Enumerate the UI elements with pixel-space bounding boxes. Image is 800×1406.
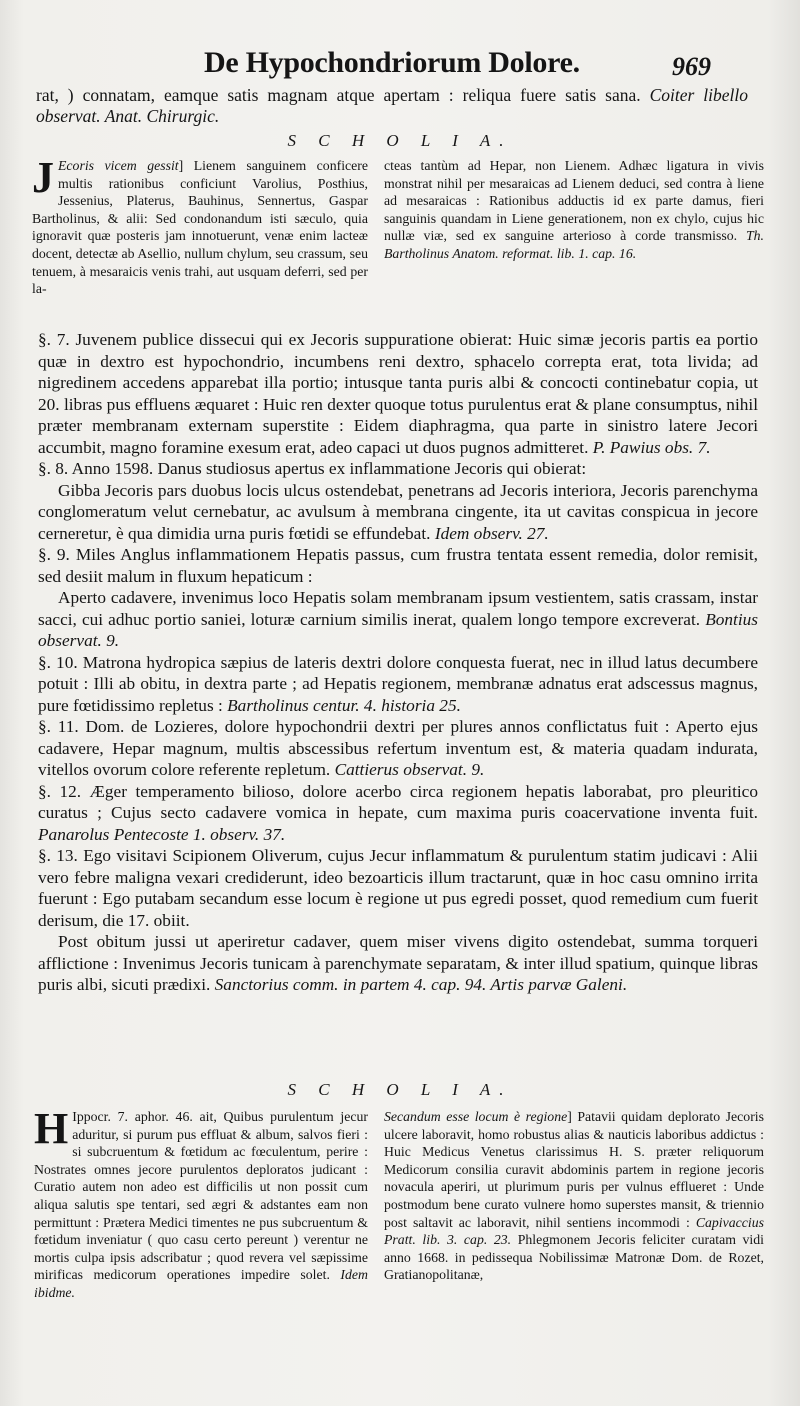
observation-citation: Bontius observat. 9.: [38, 609, 758, 650]
observation-text: §. 12. Æger temperamento bilioso, dolore acerbo circa regionem hepatis laborabat, pro pleuritico curatus ; Cujus secto cadavere vomica in hepate, cum maxima puris coacervatione inventa fuit.: [38, 781, 758, 822]
observation-citation: Bartholinus centur. 4. historia 25.: [227, 695, 461, 715]
scholia-2-right-citation: Capivaccius Pratt. lib. 3. cap. 23.: [384, 1214, 765, 1248]
observation-paragraph: [38, 480, 758, 545]
observation-text: Gibba Jecoris pars duobus locis ulcus ostendebat, penetrans ad Jecoris interiora, Jecoris parenchyma conglomeratum velut cernebatur, ac avulsum à membrana cingente, ita ut cavitas conspicua in jecore cerneretur, è qua dimidia urna puris fœtidi se effundebat.: [38, 480, 758, 543]
scholia-heading-1: S C H O L I A.: [287, 131, 513, 150]
observation-paragraph: [38, 781, 758, 846]
observation-text: §. 9. Miles Anglus inflammationem Hepatis passus, cum frustra tentata essent remedia, dolor remisit, sed desiit malum in fluxum hepaticum :: [38, 545, 758, 586]
observation-text: §. 10. Matrona hydropica sæpius de lateris dextri dolore conquesta fuerat, nec in illud latus decumbere potuit : Illi ab obitu, in dextra parte ; ad Hepatis regionem, membranæ adnatus erat adscessus magnus, pure fœtidissimo repletus :: [38, 652, 758, 715]
observation-text: Post obitum jussi ut aperiretur cadaver, quem miser vivens digito ostendebat, summa torqueri afflictione : Invenimus Jecoris tunicam à parenchymate separatam, & inter illud spatium, quinque libras puris albi, sicuti prædixi.: [38, 932, 758, 994]
scholia-1-left-text: ] Lienem sanguinem conficere multis rationibus conficiunt Varolius, Posthius, Jessenius, Platerus, Bauhinus, Sennertus, Gaspar Bartholinus, & alii: Sed condonandum isti sæculo, quia ignoravit quæ posteris jam innotuerunt, venæ enim lacteæ docent, detectæ ab Asellio, nullum chylum, seu crassum, seu tenuem, à mesaraicis venis trahi, aut usquam deferri, sed per la-: [32, 158, 368, 297]
drop-cap: J: [32, 153, 54, 202]
drop-cap: H: [34, 1104, 69, 1153]
scholia-1-left-column: [32, 153, 368, 298]
scholia-2-left-citation: Idem ibidme.: [34, 1267, 368, 1300]
observation-text: §. 8. Anno 1598. Danus studiosus apertus ex inflammatione Jecoris qui obierat:: [38, 459, 587, 478]
scholia-1-right-citation: Th. Bartholinus Anatom. reformat. lib. 1. cap. 16.: [384, 228, 764, 261]
observation-citation: Idem observ. 27.: [434, 523, 549, 543]
observation-text: §. 13. Ego visitavi Scipionem Oliverum, cujus Jecur inflammatum & purulentum statim judicavi : Alii vero febre maligna vexari crediderunt, ideo bezoarticis illum tractarunt, quæ in hoc casu omnino irrita fuerunt : Ego putabam secandum esse locum è regione ut pus egredi posset, quod remedium cum fuerit derisum, die 17. obiit.: [38, 846, 758, 930]
observation-paragraph: [38, 458, 758, 480]
continuation-text: rat, ) connatam, eamque satis magnam atque apertam : reliqua fuere satis sana.: [36, 85, 641, 105]
observation-citation: Sanctorius comm. in partem 4. cap. 94. Artis parvæ Galeni.: [214, 975, 628, 994]
observations-body: [38, 329, 758, 996]
observation-paragraph: [38, 329, 758, 458]
scholia-1-lemma: Ecoris vicem gessit: [58, 158, 179, 173]
scholia-2-right-column: [384, 1108, 764, 1284]
page-number: 969: [672, 52, 711, 81]
observation-paragraph: [38, 652, 758, 717]
scholia-2-lemma: Secandum esse locum è regione: [384, 1109, 568, 1124]
page-title: De Hypochondriorum Dolore.: [204, 46, 580, 79]
scholia-1-right-column: [384, 157, 764, 263]
scholia-1-right-text: cteas tantùm ad Hepar, non Lienem. Adhæc ligatura in vivis monstrat nihil per mesaraicas ad Lienem deduci, sed contra à liene ad mesaraicas : Rationibus adductis id ex parte damus, fieri sanguinis quandam in Liene generationem, non ex chylo, cujus hic nullæ viæ, sed ex sanguine arterioso à corde transmisso.: [384, 158, 764, 244]
continuation-citation: Coiter libello observat. Anat. Chirurgic.: [36, 85, 748, 126]
observation-text: §. 11. Dom. de Lozieres, dolore hypochondrii dextri per plures annos conflictatus fuit : Aperto ejus cadavere, Hepar magnum, multis abscessibus refertum inventum est, & materia quadam indurata, vitellos ovorum colore referente repletum.: [38, 717, 758, 779]
scholia-heading-2: S C H O L I A.: [287, 1080, 513, 1099]
scholia-2-right-tail: Phlegmonem Jecoris feliciter curatam vidi anno 1668. in pedissequa Nobilissimæ Matronæ Dom. de Rozet, Gratianopolitanæ,: [384, 1232, 764, 1283]
observation-citation: Panarolus Pentecoste 1. observ. 37.: [38, 824, 286, 844]
observation-citation: Cattierus observat. 9.: [334, 760, 485, 779]
observation-paragraph: [38, 931, 758, 996]
observation-citation: P. Pawius obs. 7.: [592, 437, 711, 457]
scholia-2-left-text: Ippocr. 7. aphor. 46. ait, Quibus purulentum jecur aduritur, si purum pus effluat & album, salvos fieri : si subcruentum & fœtidum ac fœculentum, perire : Nostrates omnes jecore purulentos deploratos judicant : Curatio autem non adeo est difficilis ut non possit cum aliqua salutis spe tentari, sed ægri & adstantes eam non permittunt : Prætera Medici timentes ne pus subcruentum & fœtidum inveniatur ( quo casu certo pereunt ) verentur ne mortis culpa ipsis adscribatur ; quod revera vel sæpissime mirificas medicorum operationes impedire solet.: [34, 1109, 368, 1283]
observation-paragraph: [38, 716, 758, 781]
continuation-paragraph: [36, 85, 748, 127]
scholia-2-left-column: [34, 1104, 368, 1302]
observation-paragraph: [38, 587, 758, 652]
scholia-2-right-text: ] Patavii quidam deplorato Jecoris ulcere laboravit, homo robustus alias & nauticis laboribus addictus : Huic Medicus Venetus clarissimus H. S. præter reliquorum Medicorum consilia curavit abdominis partem in regione jecoris novacula aperiri, ut plurimum puris per vulnus efflueret : Unde postmodum bene curato vulnere homo superstes mansit, & triennio post saltavit ac laboravit, nihil sentiens incommodi :: [384, 1109, 764, 1230]
running-head: [0, 46, 800, 86]
observation-text: §. 7. Juvenem publice dissecui qui ex Jecoris suppuratione obierat: Huic simæ jecoris partis ea portio quæ in dextro est hypochondrio, incumbens reni dextro, sphacelo correpta erat, tota livida; ad nigredinem accedens apparebat illa portio; intusque tanta puris albi & concocti continebatur copia, ut 20. libras pus effluens æquaret : Huic ren dexter quoque totus purulentus erat & plane consumptus, nihil præter membranam externam superstite : Eidem diaphragma, qua parte in sinistro latere Jecori accumbit, magno foramine exesum erat, adeo capaci ut duos pugnos admitteret.: [38, 330, 758, 457]
observation-text: Aperto cadavere, invenimus loco Hepatis solam membranam ipsum vestientem, satis crassam, instar sacci, cui adhuc portio saniei, loturæ carnium similis inerat, qualem longo tempore excreverat.: [38, 588, 758, 629]
observation-paragraph: [38, 845, 758, 931]
observation-paragraph: [38, 544, 758, 587]
